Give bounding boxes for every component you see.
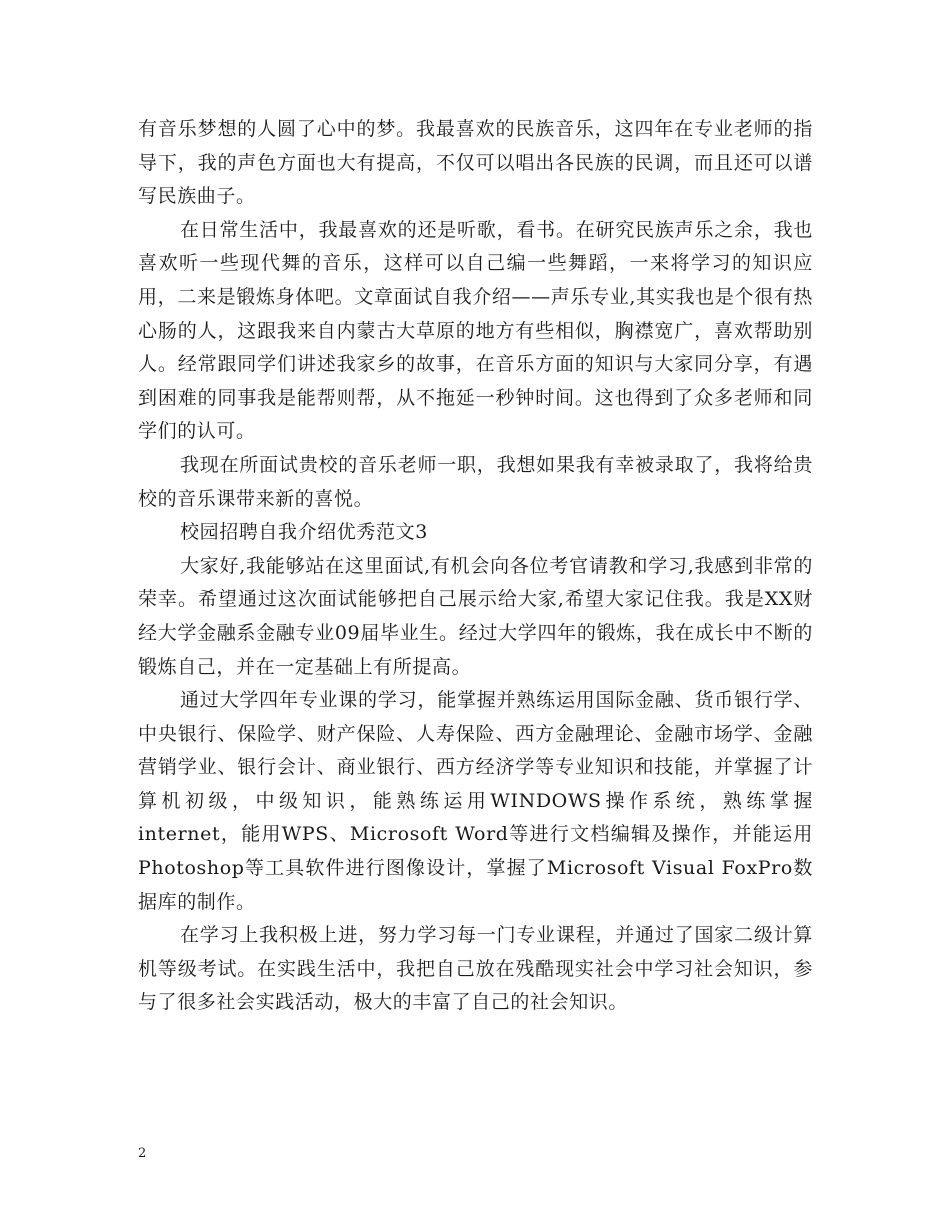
document-body <box>138 113 813 1020</box>
paragraph-6: 通过大学四年专业课的学习，能掌握并熟练运用国际金融、货币银行学、中央银行、保险学、财产保险、人寿保险、西方金融理论、金融市场学、金融营销学业、银行会计、商业银行、西方经济学等专业知识和技能，并掌握了计算机初级，中级知识，能熟练运用WINDOWS操作系统，熟练掌握internet，能用WPS、Microsoft Word等进行文档编辑及操作，并能运用Photoshop等工具软件进行图像设计，掌握了Microsoft Visual FoxPro数据库的制作。 <box>138 689 813 913</box>
paragraph-5: 大家好,我能够站在这里面试,有机会向各位考官请教和学习,我感到非常的荣幸。希望通过这次面试能够把自己展示给大家,希望大家记住我。我是XX财经大学金融系金融专业09届毕业生。经过大学四年的锻炼，我在成长中不断的锻炼自己，并在一定基础上有所提高。 <box>138 554 813 678</box>
paragraph-7: 在学习上我积极上进，努力学习每一门专业课程，并通过了国家二级计算机等级考试。在实践生活中，我把自己放在残酷现实社会中学习社会知识，参与了很多社会实践活动，极大的丰富了自己的社会知识。 <box>138 924 813 1014</box>
paragraph-1: 有音乐梦想的人圆了心中的梦。我最喜欢的民族音乐，这四年在专业老师的指导下，我的声色方面也大有提高，不仅可以唱出各民族的民调，而且还可以谱写民族曲子。 <box>138 118 813 208</box>
paragraph-2: 在日常生活中，我最喜欢的还是听歌，看书。在研究民族声乐之余，我也喜欢听一些现代舞的音乐，这样可以自己编一些舞蹈，一来将学习的知识应用，二来是锻炼身体吧。文章面试自我介绍——声乐专业,其实我也是个很有热心肠的人，这跟我来自内蒙古大草原的地方有些相似，胸襟宽广，喜欢帮助别人。经常跟同学们讲述我家乡的故事，在音乐方面的知识与大家同分享，有遇到困难的同事我是能帮则帮，从不拖延一秒钟时间。这也得到了众多老师和同学们的认可。 <box>138 218 813 443</box>
page-number: 2 <box>138 1146 147 1161</box>
section-heading: 校园招聘自我介绍优秀范文3 <box>180 521 428 544</box>
paragraph-3: 我现在所面试贵校的音乐老师一职，我想如果我有幸被录取了，我将给贵校的音乐课带来新的喜悦。 <box>138 453 813 510</box>
